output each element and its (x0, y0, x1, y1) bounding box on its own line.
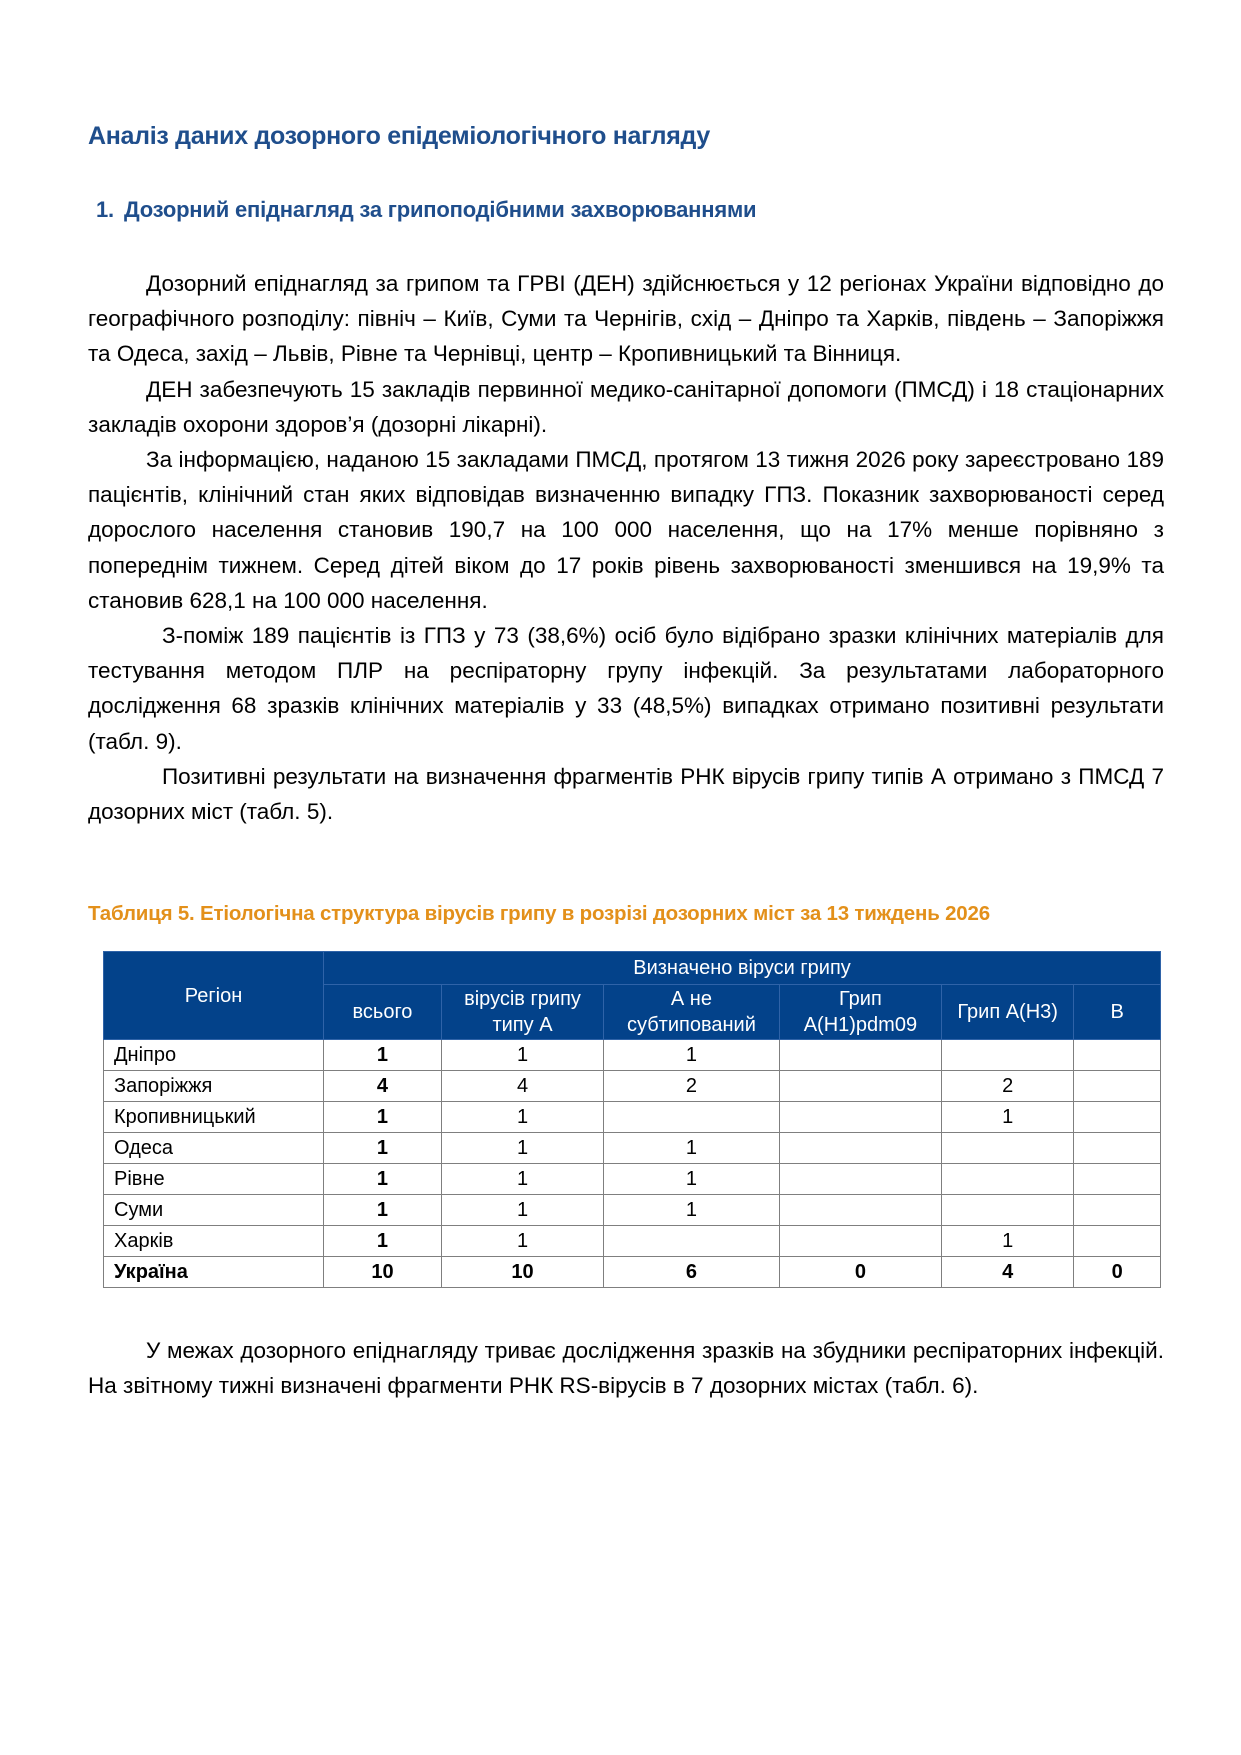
header-col: всього (324, 985, 442, 1040)
header-col: В (1074, 985, 1161, 1040)
paragraph: Дозорний епіднагляд за грипом та ГРВІ (ДЕН) здійснюється у 12 регіонах України відповідно до географічного розподілу: північ – Київ, Суми та Чернігів, схід – Дніпро та Харків, південь – Запоріжжя та Одеса, захід – Львів, Рівне та Чернівці, центр – Кропивницький та Вінниця. (88, 271, 1164, 367)
region-cell: Кропивницький (104, 1102, 324, 1133)
region-cell: Харків (104, 1226, 324, 1257)
value-cell: 0 (779, 1257, 941, 1288)
value-cell (1074, 1071, 1161, 1102)
value-cell (1074, 1164, 1161, 1195)
header-col: А не субтипований (604, 985, 780, 1040)
value-cell: 10 (441, 1257, 603, 1288)
value-cell (779, 1102, 941, 1133)
section-number: 1. (96, 197, 114, 222)
header-col: Грип А(Н3) (942, 985, 1074, 1040)
closing-paragraphs (88, 1333, 1164, 1403)
value-cell (779, 1164, 941, 1195)
region-cell: Рівне (104, 1164, 324, 1195)
value-cell (604, 1102, 780, 1133)
header-region: Регіон (104, 952, 324, 1040)
value-cell: 1 (441, 1195, 603, 1226)
value-cell: 2 (604, 1071, 780, 1102)
table-row (104, 1133, 1161, 1164)
value-cell (779, 1195, 941, 1226)
value-cell (779, 1040, 941, 1071)
value-cell: 1 (324, 1040, 442, 1071)
value-cell (942, 1040, 1074, 1071)
value-cell (1074, 1195, 1161, 1226)
table-row (104, 1071, 1161, 1102)
value-cell: 0 (1074, 1257, 1161, 1288)
value-cell: 2 (942, 1071, 1074, 1102)
value-cell: 1 (441, 1133, 603, 1164)
region-cell: Україна (104, 1257, 324, 1288)
body-paragraphs (88, 266, 1164, 829)
document-title: Аналіз даних дозорного епідеміологічного нагляду (88, 122, 710, 150)
value-cell (779, 1071, 941, 1102)
region-cell: Запоріжжя (104, 1071, 324, 1102)
value-cell: 1 (604, 1040, 780, 1071)
value-cell: 1 (441, 1164, 603, 1195)
value-cell (1074, 1102, 1161, 1133)
table-body (104, 1040, 1161, 1288)
table-row (104, 1195, 1161, 1226)
value-cell: 1 (942, 1102, 1074, 1133)
section-title: Дозорний епіднагляд за грипоподібними захворюваннями (123, 197, 757, 222)
value-cell: 1 (441, 1102, 603, 1133)
paragraph: З-поміж 189 пацієнтів із ГПЗ у 73 (38,6%) осіб було відібрано зразки клінічних матеріалів для тестування методом ПЛР на респіраторну групу інфекцій. За результатами лабораторного дослідження 68 зразків клінічних матеріалів у 33 (48,5%) випадках отримано позитивні результати (табл. 9). (88, 623, 1164, 754)
table-caption: Таблиця 5. Етіологічна структура вірусів грипу в розрізі дозорних міст за 13 тиждень 2026 (88, 902, 990, 925)
value-cell: 1 (441, 1226, 603, 1257)
header-col: Грип A(H1)pdm09 (779, 985, 941, 1040)
value-cell (1074, 1226, 1161, 1257)
paragraph: Позитивні результати на визначення фрагментів РНК вірусів грипу типів А отримано з ПМСД 7 дозорних міст (табл. 5). (88, 763, 1164, 825)
value-cell (779, 1133, 941, 1164)
value-cell (779, 1226, 941, 1257)
value-cell (942, 1164, 1074, 1195)
region-cell: Одеса (104, 1133, 324, 1164)
section-heading (96, 197, 756, 223)
value-cell: 4 (324, 1071, 442, 1102)
value-cell (1074, 1133, 1161, 1164)
paragraph: За інформацією, наданою 15 закладами ПМСД, протягом 13 тижня 2026 року зареєстровано 189 пацієнтів, клінічний стан яких відповідав визначенню випадку ГПЗ. Показник захворюваності серед дорослого населення становив 190,7 на 100 000 населення, що на 17% менше порівняно з попереднім тижнем. Серед дітей віком до 17 років рівень захворюваності зменшився на 19,9% та становив 628,1 на 100 000 населення. (88, 447, 1164, 613)
table-total-row (104, 1257, 1161, 1288)
table-row (104, 1226, 1161, 1257)
header-group: Визначено віруси грипу (324, 952, 1161, 985)
header-col: вірусів грипу типу А (441, 985, 603, 1040)
table-row (104, 1164, 1161, 1195)
value-cell: 1 (324, 1195, 442, 1226)
value-cell: 1 (441, 1040, 603, 1071)
value-cell: 1 (324, 1102, 442, 1133)
value-cell (1074, 1040, 1161, 1071)
value-cell: 6 (604, 1257, 780, 1288)
region-cell: Суми (104, 1195, 324, 1226)
paragraph: ДЕН забезпечують 15 закладів первинної медико-санітарної допомоги (ПМСД) і 18 стаціонарних закладів охорони здоров’я (дозорні лікарні). (88, 376, 1164, 437)
influenza-etiology-table (103, 951, 1161, 1288)
value-cell (604, 1226, 780, 1257)
value-cell: 1 (324, 1164, 442, 1195)
value-cell (942, 1195, 1074, 1226)
value-cell: 1 (604, 1133, 780, 1164)
value-cell: 4 (942, 1257, 1074, 1288)
value-cell: 1 (324, 1133, 442, 1164)
table-row (104, 1040, 1161, 1071)
value-cell: 1 (324, 1226, 442, 1257)
value-cell: 1 (942, 1226, 1074, 1257)
value-cell: 4 (441, 1071, 603, 1102)
table-row (104, 1102, 1161, 1133)
region-cell: Дніпро (104, 1040, 324, 1071)
value-cell (942, 1133, 1074, 1164)
paragraph: У межах дозорного епіднагляду триває дослідження зразків на збудники респіраторних інфекцій. На звітному тижні визначені фрагменти РНК RS-вірусів в 7 дозорних містах (табл. 6). (88, 1338, 1164, 1399)
value-cell: 10 (324, 1257, 442, 1288)
value-cell: 1 (604, 1195, 780, 1226)
value-cell: 1 (604, 1164, 780, 1195)
